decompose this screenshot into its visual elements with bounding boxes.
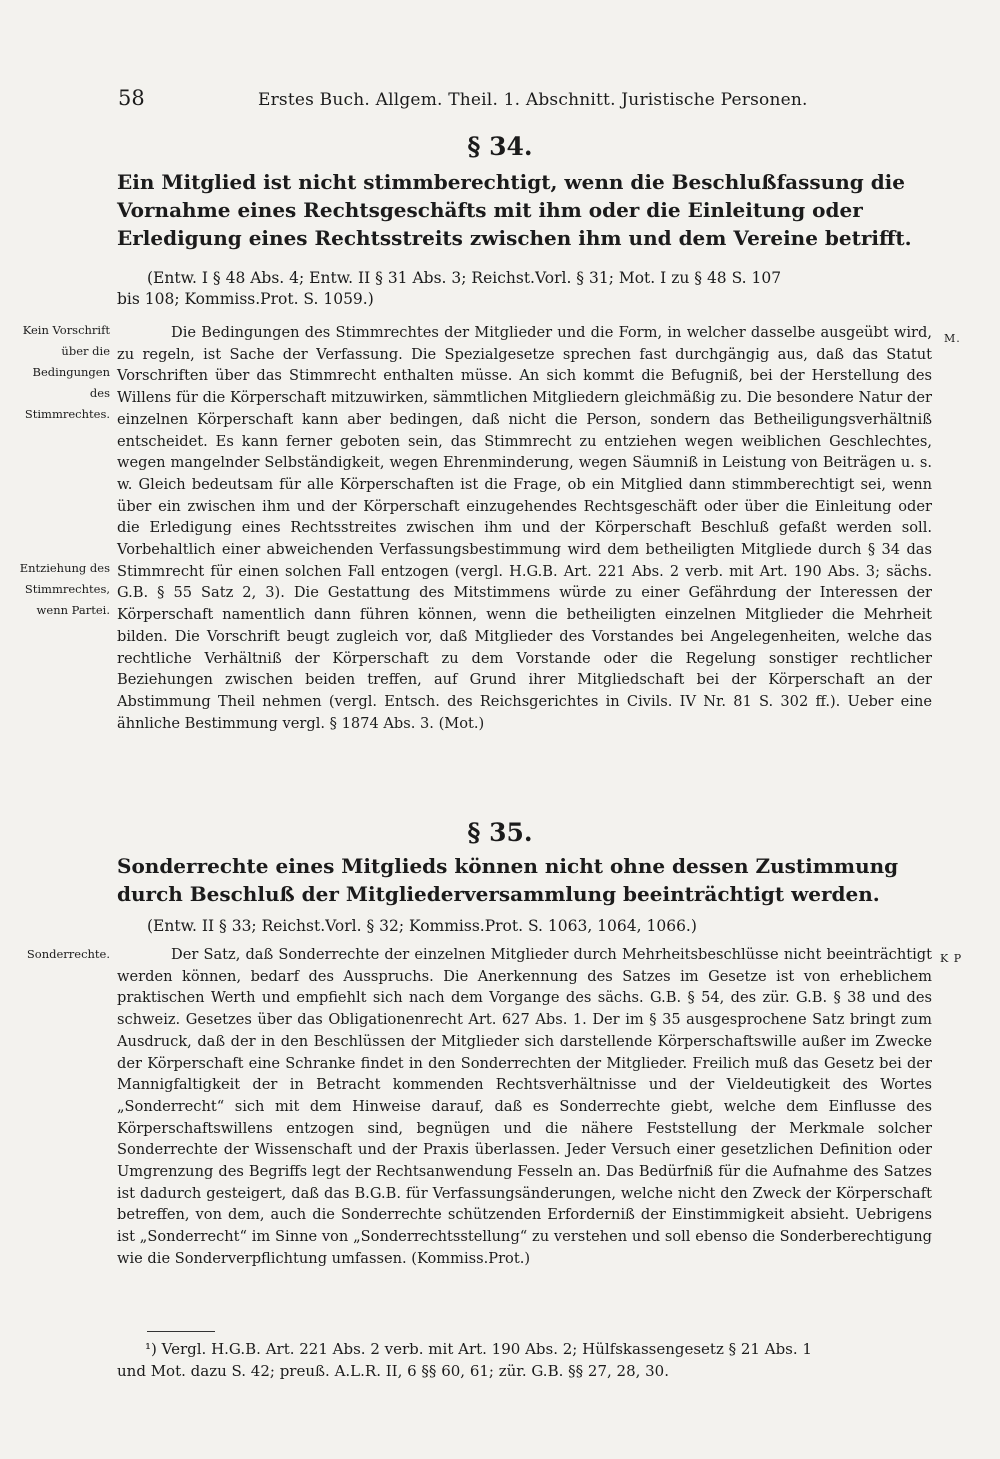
margin-note-sonderrechte: Sonderrechte. <box>26 947 110 961</box>
page-number: 58 <box>118 86 145 110</box>
right-margin-mark: K P <box>940 952 963 965</box>
footnote-line: und Mot. dazu S. 42; preuß. A.L.R. II, 6 §§ 60, 61; zür. G.B. §§ 27, 28, 30. <box>117 1362 669 1380</box>
citation-line: bis 108; Kommiss.Prot. S. 1059.) <box>117 290 374 308</box>
section-35-heading: § 35. <box>467 818 533 847</box>
footnote-rule <box>147 1331 215 1332</box>
margin-note-entziehung: Entziehung des Stimmrechtes, wenn Partei. <box>19 561 110 617</box>
section-35-statute: Sonderrechte eines Mitglieds können nicht ohne dessen Zustimmung durch Beschluß der Mitgliederversammlung beeinträchtigt werden. <box>117 854 899 906</box>
section-34-heading: § 34. <box>467 132 533 161</box>
section-35-commentary <box>117 944 932 1270</box>
section-34-statute: Ein Mitglied ist nicht stimmberechtigt, wenn die Beschlußfassung die Vornahme eines Rechtsgeschäfts mit ihm oder die Einleitung oder Erledigung eines Rechtsstreits zwischen ihm und dem Vereine betrifft. <box>117 170 912 250</box>
section-34-commentary <box>117 322 932 734</box>
commentary-paragraph: Die Bedingungen des Stimmrechtes der Mitglieder und die Form, in welcher dasselbe ausgeübt wird, zu regeln, ist Sache der Verfassung. Die Spezialgesetze sprechen fast durchgängig aus, daß das Statut Vorschriften über das Stimmrecht enthalten müsse. An sich kommt die Befugniß, bei der Herstellung des Willens für die Körperschaft mitzuwirken, sämmtlichen Mitgliedern gleichmäßig zu. Die besondere Natur der einzelnen Körperschaft kann aber bedingen, daß nicht die Person, sondern das Betheiligungsverhältniß entscheidet. Es kann ferner geboten sein, das Stimmrecht zu entziehen wegen weiblichen Geschlechtes, wegen mangelnder Selbständigkeit, wegen Ehrenminderung, wegen Säumniß in Leistung von Beiträgen u. s. w. Gleich bedeutsam für alle Körperschaften ist die Frage, ob ein Mitglied dann stimmberechtigt sei, wenn über ein zwischen ihm und der Körperschaft einzugehendes Rechtsgeschäft oder über die Einleitung oder die Erledigung eines Rechtsstreites zwischen ihm und der Körperschaft Beschluß gefaßt werden soll. Vorbehaltlich einer abweichenden Verfassungsbestimmung wird dem betheiligten Mitgliede durch § 34 das Stimmrecht für einen solchen Fall entzogen (vergl. H.G.B. Art. 221 Abs. 2 verb. mit Art. 190 Abs. 3; sächs. G.B. § 55 Satz 2, 3). Die Gestattung des Mitstimmens würde zu einer Gefährdung der Interessen der Körperschaft namentlich dann führen können, wenn die betheiligten einzelnen Mitglieder die Mehrheit bilden. Die Vorschrift beugt zugleich vor, daß Mitglieder des Vorstandes bei Angelegenheiten, welche das rechtliche Verhältniß der Körperschaft zu dem Vorstande oder die Regelung sonstiger rechtlicher Beziehungen zwischen beiden treffen, auf Grund ihrer Mitgliedschaft bei der Körperschaft an der Abstimmung Theil nehmen (vergl. Entsch. des Reichsgerichtes in Civils. IV Nr. 81 S. 302 ff.). Ueber eine ähnliche Bestimmung vergl. § 1874 Abs. 3. (Mot.) <box>117 324 932 732</box>
citation-line: (Entw. I § 48 Abs. 4; Entw. II § 31 Abs. 3; Reichst.Vorl. § 31; Mot. I zu § 48 S. 107 <box>147 269 782 287</box>
section-34-citation <box>117 268 932 310</box>
citation-line: (Entw. II § 33; Reichst.Vorl. § 32; Kommiss.Prot. S. 1063, 1064, 1066.) <box>147 917 697 935</box>
right-margin-mark: M. <box>944 332 961 345</box>
footnote <box>117 1338 932 1382</box>
section-35-citation <box>117 916 932 937</box>
margin-note-stimmrecht: Kein Vorschrift über die Bedingungen des Stimmrechtes. <box>22 323 110 421</box>
commentary-paragraph: Der Satz, daß Sonderrechte der einzelnen Mitglieder durch Mehrheitsbeschlüsse nicht beeinträchtigt werden können, bedarf des Ausspruchs. Die Anerkennung des Satzes im Gesetze ist von erheblichem praktischen Werth und empfiehlt sich nach dem Vorgange des sächs. G.B. § 54, des zür. G.B. § 38 und des schweiz. Gesetzes über das Obligationenrecht Art. 627 Abs. 1. Der im § 35 ausgesprochene Satz bringt zum Ausdruck, daß der in den Beschlüssen der Mitglieder sich darstellende Körperschaftswille außer im Zwecke der Körperschaft eine Schranke findet in den Sonderrechten der Mitglieder. Freilich muß das Gesetz bei der Mannigfaltigkeit der in Betracht kommenden Rechtsverhältnisse und der Vieldeutigkeit des Wortes „Sonderrecht“ sich mit dem Hinweise darauf, daß es Sonderrechte giebt, welche dem Einflusse des Körperschaftswillens entzogen sind, begnügen und die nähere Feststellung der Merkmale solcher Sonderrechte der Wissenschaft und der Praxis überlassen. Jeder Versuch einer gesetzlichen Definition oder Umgrenzung des Begriffs legt der Rechtsanwendung Fesseln an. Das Bedürfniß für die Aufnahme des Satzes ist dadurch gesteigert, daß das B.G.B. für Verfassungsänderungen, welche nicht den Zweck der Körperschaft betreffen, von dem, auch die Sonderrechte schützenden Erforderniß der Einstimmigkeit absieht. Uebrigens ist „Sonderrecht“ im Sinne von „Sonderrechtsstellung“ zu verstehen und soll ebenso die Sonderberechtigung wie die Sonderverpflichtung umfassen. (Kommiss.Prot.) <box>117 946 932 1267</box>
footnote-line: ¹) Vergl. H.G.B. Art. 221 Abs. 2 verb. mit Art. 190 Abs. 2; Hülfskassengesetz § 21 Abs. 1 <box>145 1340 812 1358</box>
running-head: Erstes Buch. Allgem. Theil. 1. Abschnitt. Juristische Personen. <box>258 90 808 110</box>
